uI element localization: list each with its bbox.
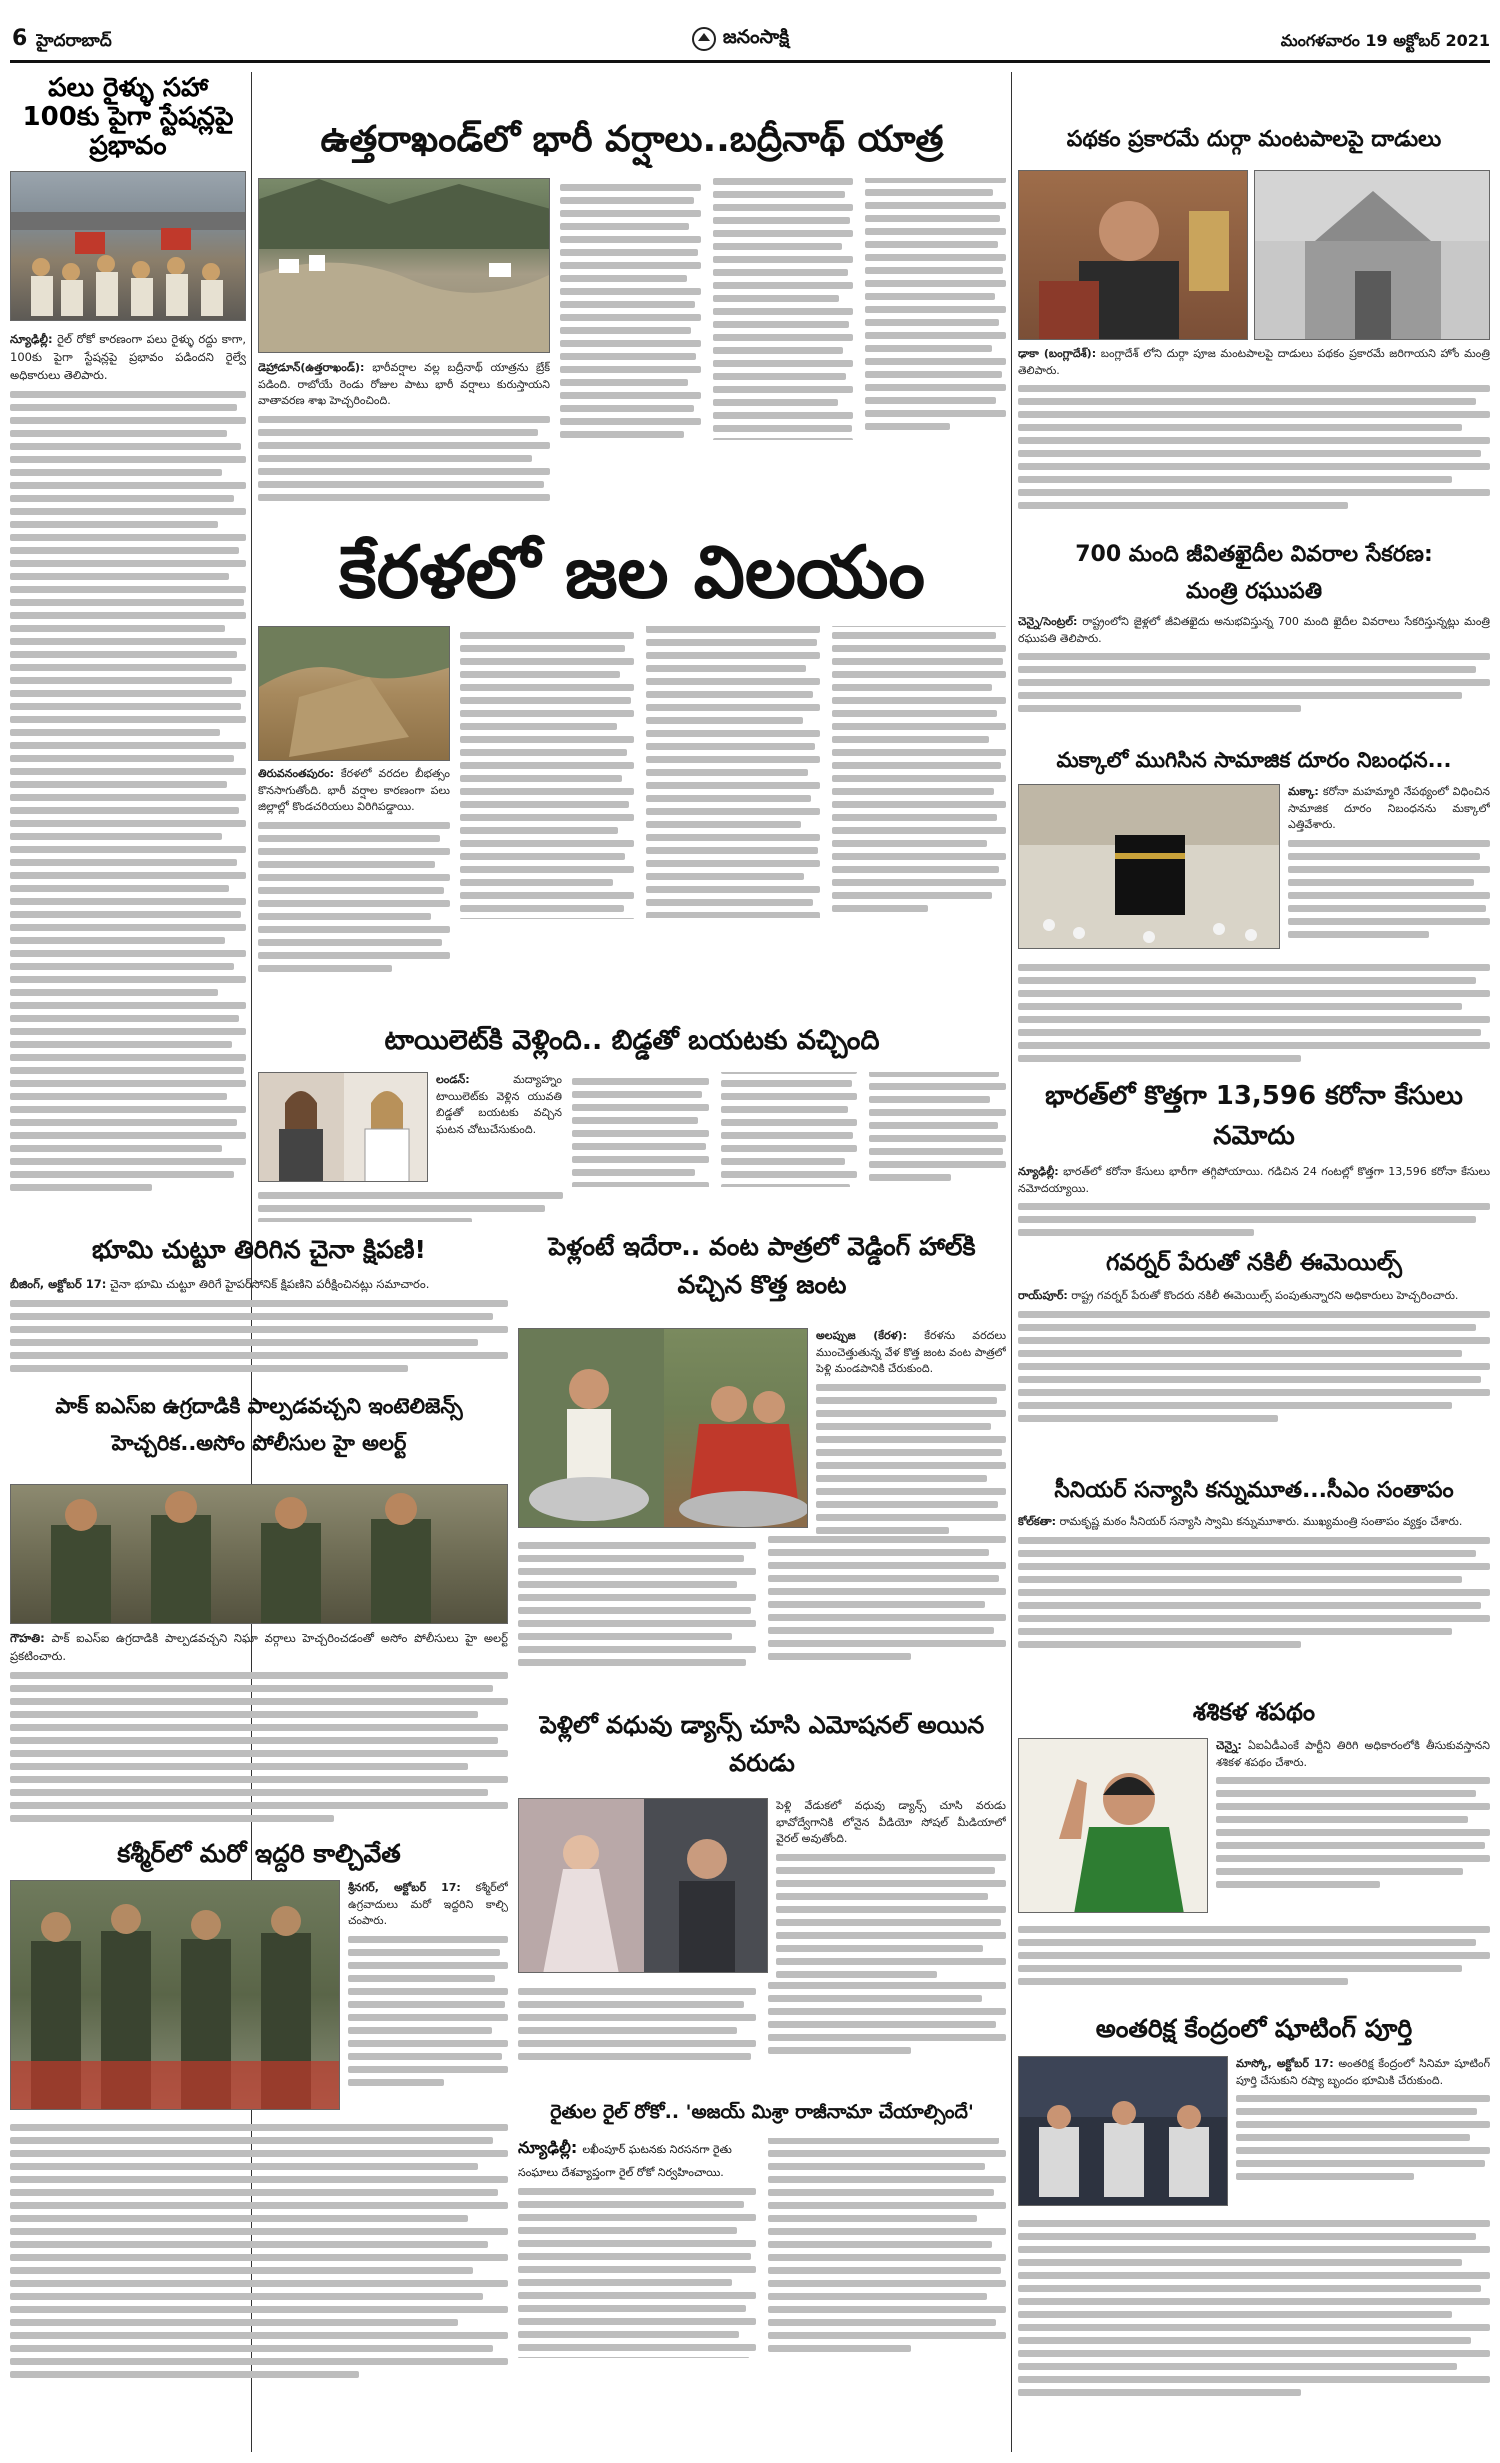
prisoners-text: రాష్ట్రంలోని జైళ్లలో జీవితఖైదు అనుభవిస్తున్న 700 మంది ఖైదీల వివరాలు సేకరిస్తున్నట్లు మంత్రి రఘుపతి తెలిపారు. — [1018, 615, 1490, 645]
kerala-photo — [258, 626, 450, 761]
flood-river-icon — [259, 179, 550, 353]
prisoners-subhead: మంత్రి రఘుపతి — [1185, 579, 1323, 604]
uttarakhand-text: భారీవర్షాల వల్ల బద్రీనాథ్ యాత్రను బ్రేక్ పడింది. రాబోయే రెండు రోజుల పాటు భారీ వర్షాలు కురుస్తాయని వాతావరణ శాఖ హెచ్చరించింది. — [258, 361, 550, 407]
masthead-date: మంగళవారం 19 అక్టోబర్ 2021 — [1280, 31, 1490, 50]
mecca-photo — [1018, 784, 1280, 949]
email-dateline: రాయ్‌పూర్: — [1018, 1289, 1068, 1302]
newspaper-logo-icon — [691, 26, 717, 52]
police-soldiers-icon — [11, 1485, 508, 1624]
wedding-photo — [518, 1328, 808, 1528]
kashmir-headline: కశ్మీర్‌లో మరో ఇద్దరి కాల్చివేత — [117, 1839, 401, 1868]
wedding-body-right — [816, 1328, 1006, 1548]
temple-photo — [1254, 170, 1490, 340]
kerala-dateline: తిరువనంతపురం: — [258, 767, 335, 780]
toilet-photo — [258, 1072, 428, 1182]
kashmir-photo — [10, 1880, 340, 2110]
wedding-dateline: అలప్పుజ (కేరళ): — [816, 1329, 908, 1342]
page-number: 6 — [12, 26, 28, 51]
covid-headline: భారత్‌లో కొత్తగా 13,596 కరోనా కేసులు నమోదు — [1045, 1081, 1463, 1152]
sasikala-body-bottom — [1018, 1920, 1490, 2004]
prisoners-headline: 700 మంది జీవితఖైదీల వివరాల సేకరణ: — [1075, 542, 1433, 567]
masthead-paper-name: జనంసాక్షి — [722, 25, 790, 48]
sasikala-photo — [1018, 1738, 1208, 1913]
groom-body-right — [776, 1798, 1006, 1978]
prisoners-dateline: చెన్నై/సెంట్రల్: — [1018, 615, 1078, 628]
wedding-headline: పెళ్లంటే ఇదేరా.. వంట పాత్రలో వెడ్డింగ్ హాల్‌కి వచ్చిన కొత్త జంట — [548, 1232, 976, 1299]
railroko-dateline: న్యూఢిల్లీ: — [518, 2138, 578, 2157]
leader-waving-icon — [1019, 1739, 1208, 1913]
mecca-text: కరోనా మహమ్మారి నేపథ్యంలో విధించిన సామాజిక దూరం నిబంధనను మక్కాలో ఎత్తివేశారు. — [1288, 785, 1490, 831]
durga-dateline: ఢాకా (బంగ్లాదేశ్): — [1018, 347, 1097, 360]
kashmir-dateline: శ్రీనగర్, అక్టోబర్ 17: — [348, 1881, 461, 1894]
sasikala-body-right — [1216, 1738, 1490, 1918]
space-photo — [1018, 2056, 1228, 2206]
durga-text: బంగ్లాదేశ్ లోని దుర్గా పూజ మంటపాలపై దాడులు పథకం ప్రకారమే జరిగాయని హోం మంత్రి తెలిపారు. — [1018, 347, 1490, 377]
uttarakhand-dateline: డెహ్రాడూన్(ఉత్తరాఖండ్): — [258, 361, 365, 374]
kerala-body-left — [258, 766, 450, 1016]
space-dateline: మాస్కో, అక్టోబర్ 17: — [1236, 2057, 1334, 2070]
china-body — [10, 1276, 508, 1384]
assam-photo — [10, 1484, 508, 1624]
kerala-body-cols — [460, 626, 1006, 1016]
uttarakhand-photo — [258, 178, 550, 353]
groom-photo — [518, 1798, 768, 1973]
groom-headline: పెళ్లిలో వధువు డ్యాన్స్ చూసి ఎమోషనల్ అయిన వరుడు — [539, 1711, 985, 1778]
railroko-headline: రైతుల రైల్ రోకో.. 'అజయ్ మిశ్రా రాజీనామా చేయాల్సిందే' — [550, 2101, 974, 2123]
trains-photo — [10, 171, 246, 321]
sasikala-headline: శశికళ శపథం — [1192, 1698, 1316, 1726]
wedding-body-bottom — [518, 1536, 1006, 1700]
china-dateline: బీజింగ్, అక్టోబర్ 17: — [10, 1277, 107, 1291]
china-headline: భూమి చుట్టూ తిరిగిన చైనా క్షిపణి! — [92, 1235, 426, 1264]
toilet-body-cols — [572, 1072, 1006, 1222]
covid-text: భారత్‌లో కరోనా కేసులు భారీగా తగ్గిపోయాయి. గడిచిన 24 గంటల్లో కొత్తగా 13,596 కరోనా కేసులు నమోదయ్యాయి. — [1018, 1165, 1490, 1195]
trains-headline: పలు రైళ్ళు సహా 100కు పైగా స్టేషన్లపై ప్రభావం — [22, 73, 234, 162]
saint-dateline: కోల్‌కతా: — [1018, 1515, 1057, 1528]
uttarakhand-body-left — [258, 360, 550, 520]
space-text: అంతరిక్ష కేంద్రంలో సినిమా షూటింగ్ పూర్తి చేసుకుని రష్యా బృందం భూమికి చేరుకుంది. — [1236, 2057, 1490, 2087]
uttarakhand-body-cols — [560, 178, 1006, 520]
trains-text: రైల్ రోకో కారణంగా పలు రైళ్ళు రద్దు కాగా, 100కు పైగా స్టేషన్లపై ప్రభావం పడిందని రైల్వే అధికారులు తెలిపారు. — [10, 332, 246, 382]
email-text: రాష్ట్ర గవర్నర్ పేరుతో కొందరు నకిలీ ఈమెయిల్స్ పంపుతున్నారని అధికారులు హెచ్చరించారు. — [1071, 1289, 1459, 1302]
uttarakhand-headline: ఉత్తరాఖండ్‌లో భారీ వర్షాలు..బద్రీనాథ్ యాత్ర — [320, 119, 944, 160]
toilet-dateline: లండన్: — [436, 1073, 470, 1086]
trains-dateline: న్యూఢిల్లీ: — [10, 332, 53, 347]
china-text: చైనా భూమి చుట్టూ తిరిగే హైపర్‌సోనిక్ క్షిపణిని పరీక్షించినట్లు సమాచారం. — [109, 1277, 430, 1291]
sasikala-text: ఏఐఏడీఎంకే పార్టీని తిరిగి అధికారంలోకి తీసుకువస్తానని శశికళ శపథం చేశారు. — [1216, 1739, 1490, 1769]
railroko-text: లఖీంపూర్ ఘటనకు నిరసనగా రైతు సంఘాలు దేశవ్యాప్తంగా రైల్ రోకో నిర్వహించాయి. — [518, 2143, 732, 2179]
crowd-mourning-icon — [11, 1881, 340, 2110]
covid-body — [1018, 1164, 1490, 1242]
saint-text: రామకృష్ణ మఠం సీనియర్ సన్యాసి స్వామి కన్నుమూశారు. ముఖ్యమంత్రి సంతాపం వ్యక్తం చేశారు. — [1059, 1515, 1463, 1528]
space-body-right — [1236, 2056, 1490, 2216]
landslide-icon — [259, 627, 450, 761]
durga-photo — [1018, 170, 1248, 340]
masthead-city: హైదరాబాద్ — [36, 31, 112, 51]
mecca-headline: మక్కాలో ముగిసిన సామాజిక దూరం నిబంధన... — [1056, 748, 1452, 772]
kerala-text: కేరళలో వరదల బీభత్సం కొనసాగుతోంది. భారీ వర్షాల కారణంగా పలు జిల్లాల్లో కొండచరియలు విరిగిపడ్డాయి. — [258, 767, 450, 813]
trains-story — [10, 70, 246, 1250]
space-body-bottom — [1018, 2214, 1490, 2448]
email-headline: గవర్నర్ పేరుతో నకిలీ ఈమెయిల్స్ — [1106, 1250, 1402, 1276]
couple-in-vessel-icon — [519, 1329, 808, 1528]
kashmir-body-right — [348, 1880, 508, 2110]
toilet-text: మద్యాహ్నం టాయిలెట్‌కు వెళ్లిన యువతి బిడ్డతో బయటకు వచ్చిన ఘటన చోటుచేసుకుంది. — [436, 1073, 562, 1136]
assam-text: పాక్ ఐఎస్ఐ ఉగ్రదాడికి పాల్పడవచ్చని నిఘా వర్గాలు హెచ్చరించడంతో అసోం పోలీసులు హై అలర్ట్ ప్రకటించారు. — [10, 1631, 508, 1663]
toilet-body-bottom — [258, 1186, 563, 1222]
railroko-body — [518, 2138, 1006, 2448]
cosmonauts-icon — [1019, 2057, 1228, 2206]
kashmir-body-bottom — [10, 2118, 508, 2448]
assam-dateline: గౌహతి: — [10, 1631, 45, 1645]
masthead-rule — [10, 60, 1490, 63]
durga-body — [1018, 346, 1490, 534]
protest-crowd-icon — [11, 172, 246, 321]
email-body — [1018, 1288, 1490, 1468]
kaaba-icon — [1019, 785, 1280, 949]
assam-headline: పాక్ ఐఎస్ఐ ఉగ్రదాడికి పాల్పడవచ్చని ఇంటెలిజెన్స్ హెచ్చరిక..అసోం పోలీసుల హై అలర్ట్ — [55, 1394, 463, 1455]
bride-groom-icon — [519, 1799, 768, 1973]
mecca-body-bottom — [1018, 958, 1490, 1070]
covid-dateline: న్యూఢిల్లీ: — [1018, 1165, 1059, 1178]
groom-text: పెళ్లి వేడుకలో వధువు డ్యాన్స్ చూసి వరుడు భావోద్వేగానికి లోనైన వీడియో సోషల్ మీడియాలో వైరల్ అవుతోంది. — [776, 1799, 1006, 1845]
prisoners-body — [1018, 614, 1490, 734]
toilet-headline: టాయిలెట్‌కి వెళ్లింది.. బిడ్డతో బయటకు వచ్చింది — [384, 1025, 880, 1056]
wedding-text: కేరళను వరదలు ముంచెత్తుతున్న వేళ కొత్త జంట వంట పాత్రలో పెళ్లి మండపానికి చేరుకుంది. — [816, 1329, 1006, 1375]
assam-body — [10, 1630, 508, 1830]
space-headline: అంతరిక్ష కేంద్రంలో షూటింగ్ పూర్తి — [1095, 2014, 1413, 2043]
saint-headline: సీనియర్ సన్యాసి కన్నుమూత...సీఎం సంతాపం — [1054, 1478, 1454, 1503]
mecca-dateline: మక్కా: — [1288, 785, 1319, 798]
kerala-headline: కేరళలో జల విలయం — [339, 530, 925, 614]
durga-headline: పథకం ప్రకారమే దుర్గా మంటపాలపై దాడులు — [1066, 127, 1442, 152]
masthead-logo — [620, 20, 860, 58]
mother-baby-icon — [259, 1073, 428, 1182]
sasikala-dateline: చెన్నై: — [1216, 1739, 1242, 1752]
speaker-podium-icon — [1019, 171, 1248, 340]
saint-body — [1018, 1514, 1490, 1690]
kashmir-text: కశ్మీర్‌లో ఉగ్రవాదులు మరో ఇద్దరిని కాల్చి చంపారు. — [348, 1881, 508, 1927]
column-rule-right — [1011, 72, 1012, 2452]
groom-body-bottom — [518, 1982, 1006, 2086]
temple-ruins-icon — [1255, 171, 1490, 340]
mecca-body-right — [1288, 784, 1490, 954]
toilet-body-left — [436, 1072, 562, 1184]
